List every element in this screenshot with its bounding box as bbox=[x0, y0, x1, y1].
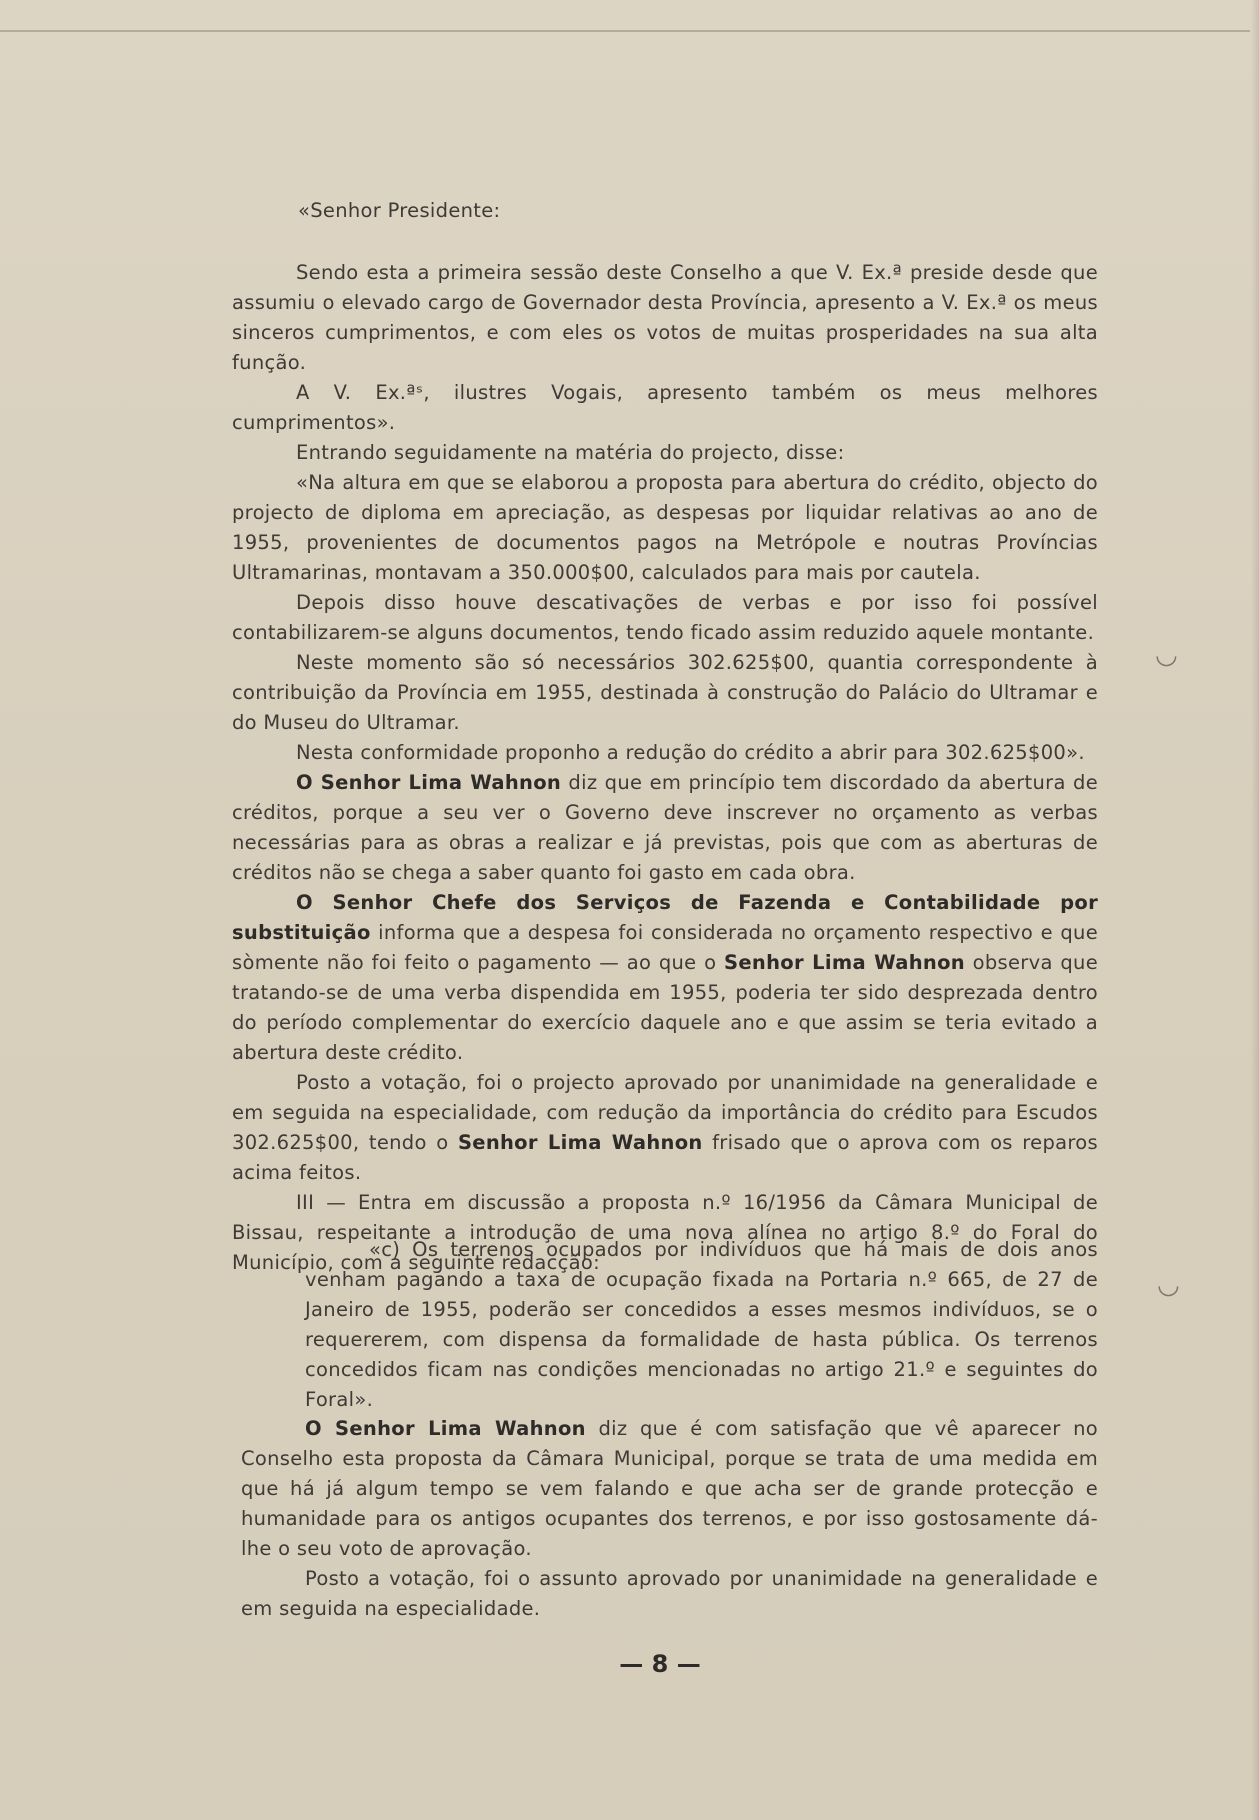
page-top-edge bbox=[0, 30, 1250, 32]
quoted-paragraph bbox=[305, 1235, 1098, 1415]
paragraph-3 bbox=[232, 438, 1098, 468]
paragraph-text: Posto a votação, foi o projecto aprovado por unanimidade na generalidade e em seguida na especialidade, com redução da importância do crédito para Escudos 302.625$00, tendo o bbox=[232, 1071, 1098, 1154]
paragraph-text: III — Entra em discussão a proposta n.º 16/1956 da Câmara Municipal de Bissau, respeitante a introdução de uma nova alínea no artigo 8.º do Foral do Município, com a seguinte redacção: bbox=[232, 1191, 1098, 1274]
paragraph-text: «Na altura em que se elaborou a proposta para abertura do crédito, objecto do projecto de diploma em apreciação, as despesas por liquidar relativas ao ano de 1955, provenientes de documentos pagos na Metrópole e noutras Províncias Ultramarinas, montavam a 350.000$00, calculados para mais por cautela. bbox=[232, 471, 1098, 584]
paragraph-6 bbox=[232, 648, 1098, 738]
paragraph-9 bbox=[232, 888, 1098, 1068]
paragraph-text: diz que é com satisfação que vê aparecer no Conselho esta proposta da Câmara Municipal, porque se trata de uma medida em que há já algum tempo se vem falando e que acha ser de grande protecção e humanidade para os antigos ocupantes dos terrenos, e por isso gostosamente dá-lhe o seu voto de aprovação. bbox=[241, 1417, 1098, 1560]
paragraph-5 bbox=[232, 588, 1098, 648]
paragraph-text: Sendo esta a primeira sessão deste Conselho a que V. Ex.ª preside desde que assumiu o elevado cargo de Governador desta Província, apresento a V. Ex.ª os meus sinceros cumprimentos, e com eles os votos de muitas prosperidades na sua alta função. bbox=[232, 261, 1098, 374]
page-number: — 8 — bbox=[619, 1650, 701, 1678]
paragraph-text: observa que tratando-se de uma verba dispendida em 1955, poderia ter sido desprezada dentro do período complementar do exercício daquele ano e que assim se teria evitado a abertura deste crédito. bbox=[232, 951, 1099, 1064]
scan-mark-icon: ◡ bbox=[1157, 1270, 1180, 1300]
paragraph-text: Posto a votação, foi o assunto aprovado por unanimidade na generalidade e em seguida na especialidade. bbox=[241, 1567, 1098, 1620]
salutation: «Senhor Presidente: bbox=[298, 199, 501, 222]
scan-mark-icon: ◡ bbox=[1155, 640, 1178, 670]
speaker-name: Senhor Lima Wahnon bbox=[724, 951, 965, 974]
paragraph-text: frisado que o aprova com os reparos acima feitos. bbox=[232, 1131, 1098, 1184]
closing-paragraph-2 bbox=[241, 1564, 1098, 1624]
speaker-name: Senhor Lima Wahnon bbox=[457, 1131, 703, 1154]
paragraph-text: informa que a despesa foi considerada no orçamento respectivo e que sòmente não foi feito o pagamento — ao que o bbox=[232, 921, 1098, 974]
speaker-name: O Senhor Chefe dos Serviços de Fazenda e Contabilidade por substituição bbox=[232, 891, 1098, 944]
paragraph-text: Depois disso houve descativações de verbas e por isso foi possível contabilizarem-se alguns documentos, tendo ficado assim reduzido aquele montante. bbox=[232, 591, 1098, 644]
paragraph-1 bbox=[232, 258, 1098, 378]
paragraph-text: Neste momento são só necessários 302.625$00, quantia correspondente à contribuição da Província em 1955, destinada à construção do Palácio do Ultramar e do Museu do Ultramar. bbox=[232, 651, 1098, 734]
paragraph-8 bbox=[232, 768, 1098, 888]
quote-text: «c) Os terrenos ocupados por indivíduos que há mais de dois anos venham pagando a taxa de ocupação fixada na Portaria n.º 665, de 27 de Janeiro de 1955, poderão ser concedidos a esses mesmos indivíduos, se o requererem, com dispensa da formalidade de hasta pública. Os terrenos concedidos ficam nas condições mencionadas no artigo 21.º e seguintes do Foral». bbox=[305, 1238, 1098, 1411]
body-text bbox=[232, 258, 1098, 1278]
paragraph-text: Entrando seguidamente na matéria do projecto, disse: bbox=[296, 441, 845, 464]
paragraph-4 bbox=[232, 468, 1098, 588]
paragraph-text: Nesta conformidade proponho a redução do crédito a abrir para 302.625$00». bbox=[296, 741, 1085, 764]
paragraph-7 bbox=[232, 738, 1098, 768]
closing-paragraph-1 bbox=[241, 1414, 1098, 1564]
page-right-edge bbox=[1251, 0, 1259, 1820]
speaker-name: O Senhor Lima Wahnon bbox=[296, 771, 562, 794]
closing-text bbox=[241, 1414, 1098, 1624]
paragraph-text: A V. Ex.ªˢ, ilustres Vogais, apresento também os meus melhores cumprimentos». bbox=[232, 381, 1098, 434]
paragraph-2 bbox=[232, 378, 1098, 438]
paragraph-text: diz que em princípio tem discordado da abertura de créditos, porque a seu ver o Governo deve inscrever no orçamento as verbas necessárias para as obras a realizar e já previstas, pois que com as aberturas de créditos não se chega a saber quanto foi gasto em cada obra. bbox=[232, 771, 1098, 884]
paragraph-10 bbox=[232, 1068, 1098, 1188]
speaker-name: O Senhor Lima Wahnon bbox=[305, 1417, 586, 1440]
